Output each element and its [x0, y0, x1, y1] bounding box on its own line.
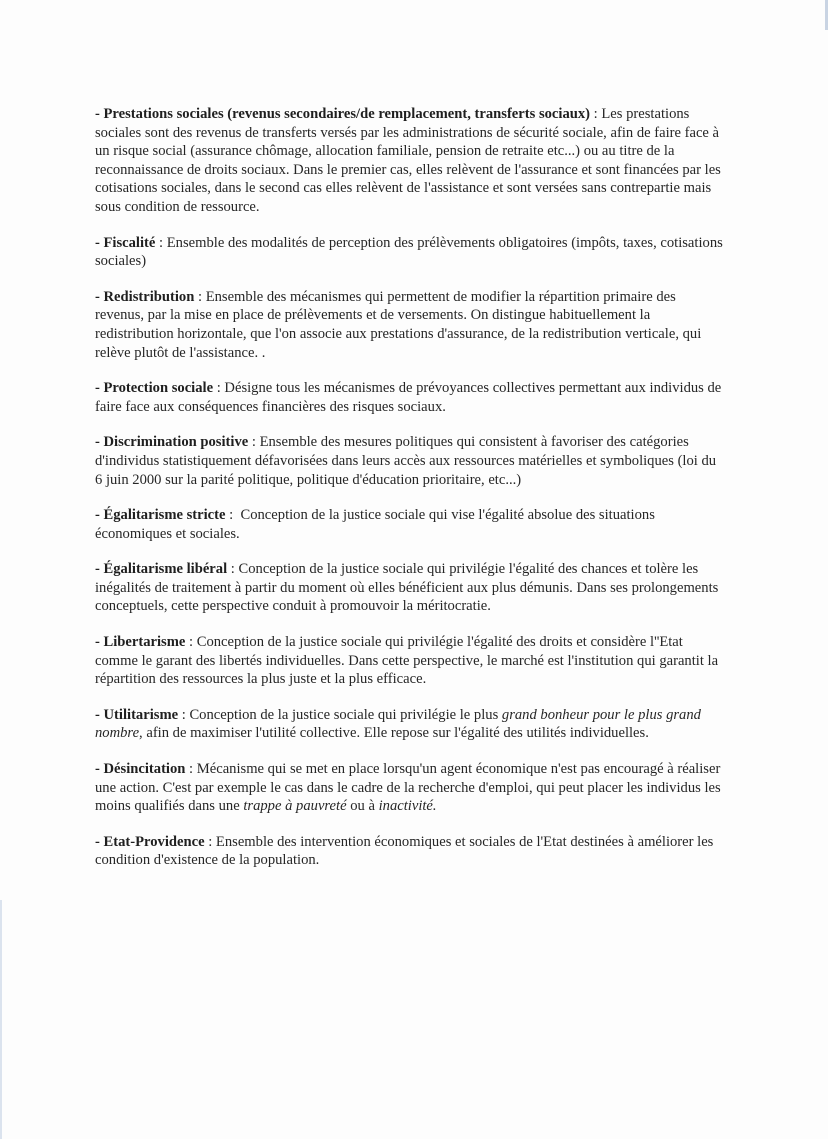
glossary-entry-utilitarisme: [95, 706, 727, 743]
glossary: [95, 105, 727, 887]
entry-term: - Libertarisme: [95, 634, 186, 651]
entry-definition: Mécanisme qui se met en place lorsqu'un agent économique n'est pas encouragé à réaliser une action. C'est par exemple le cas dans le cadre de la recherche d'emploi, qui peut placer les individus les moins qualifiés dans une: [95, 761, 721, 815]
entry-definition: Ensemble des mesures politiques qui consistent à favoriser des catégories d'individus statistiquement défavorisées dans leurs accès aux ressources matérielles et symboliques (loi du 6 juin 2000 sur la parité politique, politique d'éducation prioritaire, etc...): [95, 434, 717, 488]
entry-definition: Conception de la justice sociale qui privilégie l'égalité des chances et tolère les inégalités de traitement à partir du moment où elles bénéficient aux plus démunis. Dans ses prolongements conceptuels, cette perspective conduit à promouvoir la méritocratie.: [95, 561, 719, 615]
entry-definition: ou à: [346, 798, 379, 815]
entry-emphasis: grand bonheur pour le plus grand nombre: [95, 706, 701, 742]
entry-separator: :: [213, 380, 225, 397]
glossary-entry-egalitarisme-liberal: [95, 560, 727, 616]
glossary-entry-egalitarisme-stricte: [95, 506, 727, 543]
entry-term: - Égalitarisme stricte: [95, 507, 226, 524]
entry-term: - Prestations sociales (revenus secondaires/de remplacement, transferts sociaux): [95, 106, 591, 122]
glossary-entry-fiscalite: [95, 234, 727, 271]
entry-term: - Discrimination positive: [95, 434, 249, 451]
glossary-entry-discrimination-positive: [95, 433, 727, 489]
scan-edge-mark: [0, 900, 2, 1139]
entry-emphasis: inactivité.: [378, 798, 437, 815]
entry-separator: :: [194, 288, 206, 305]
entry-separator: :: [204, 833, 216, 850]
entry-definition: Conception de la justice sociale qui privilégie le plus: [189, 706, 502, 723]
glossary-entry-etat-providence: [95, 833, 727, 870]
entry-term: - Protection sociale: [95, 380, 214, 397]
entry-definition: Ensemble des modalités de perception des prélèvements obligatoires (impôts, taxes, cotisations sociales): [95, 234, 723, 270]
entry-definition: Conception de la justice sociale qui vise l'égalité absolue des situations économiques et sociales.: [95, 507, 655, 542]
entry-emphasis: trappe à pauvreté: [243, 798, 347, 815]
entry-separator: :: [590, 106, 602, 122]
glossary-entry-desincitation: [95, 760, 727, 816]
entry-separator: :: [225, 507, 241, 524]
entry-definition: Ensemble des intervention économiques et sociales de l'Etat destinées à améliorer les condition d'existence de la population.: [95, 833, 714, 869]
entry-definition: Ensemble des mécanismes qui permettent de modifier la répartition primaire des revenus, par la mise en place de prélèvements et de versements. On distingue habituellement la redistribution horizontale, que l'on associe aux prestations d'assurance, de la redistribution verticale, qui relève plutôt de l'assistance. .: [95, 288, 702, 361]
entry-term: - Égalitarisme libéral: [95, 561, 228, 578]
entry-term: - Utilitarisme: [95, 706, 179, 723]
glossary-entry-redistribution: [95, 288, 727, 362]
entry-separator: :: [155, 234, 167, 251]
entry-term: - Redistribution: [95, 288, 195, 305]
entry-term: - Etat-Providence: [95, 833, 205, 850]
entry-separator: :: [248, 434, 260, 451]
entry-definition: Les prestations sociales sont des revenus de transferts versés par les administrations de sécurité sociale, afin de faire face à un risque social (assurance chômage, allocation familiale, pension de retraite etc...) ou au titre de la reconnaissance de droits sociaux. Dans le premier cas, elles relèvent de l'assurance et sont financées par les cotisations sociales, dans le second cas elles relèvent de l'assistance et sont versées sans contrepartie mais sous condition de ressource.: [95, 106, 721, 215]
entry-term: - Fiscalité: [95, 234, 156, 251]
entry-definition: Désigne tous les mécanismes de prévoyances collectives permettant aux individus de faire face aux conséquences financières des risques sociaux.: [95, 380, 722, 415]
glossary-entry-libertarisme: [95, 633, 727, 689]
entry-definition: Conception de la justice sociale qui privilégie l'égalité des droits et considère l''Etat comme le garant des libertés individuelles. Dans cette perspective, le marché est l'institution qui garantit la répartition des ressources la plus juste et la plus efficace.: [95, 634, 719, 688]
entry-separator: :: [185, 761, 197, 778]
entry-separator: :: [227, 561, 239, 578]
entry-separator: :: [178, 706, 190, 723]
glossary-entry-prestations-sociales: [95, 105, 727, 217]
entry-term: - Désincitation: [95, 761, 186, 778]
entry-separator: :: [185, 634, 197, 651]
glossary-entry-protection-sociale: [95, 379, 727, 416]
entry-definition: , afin de maximiser l'utilité collective. Elle repose sur l'égalité des utilités individuelles.: [139, 725, 649, 742]
